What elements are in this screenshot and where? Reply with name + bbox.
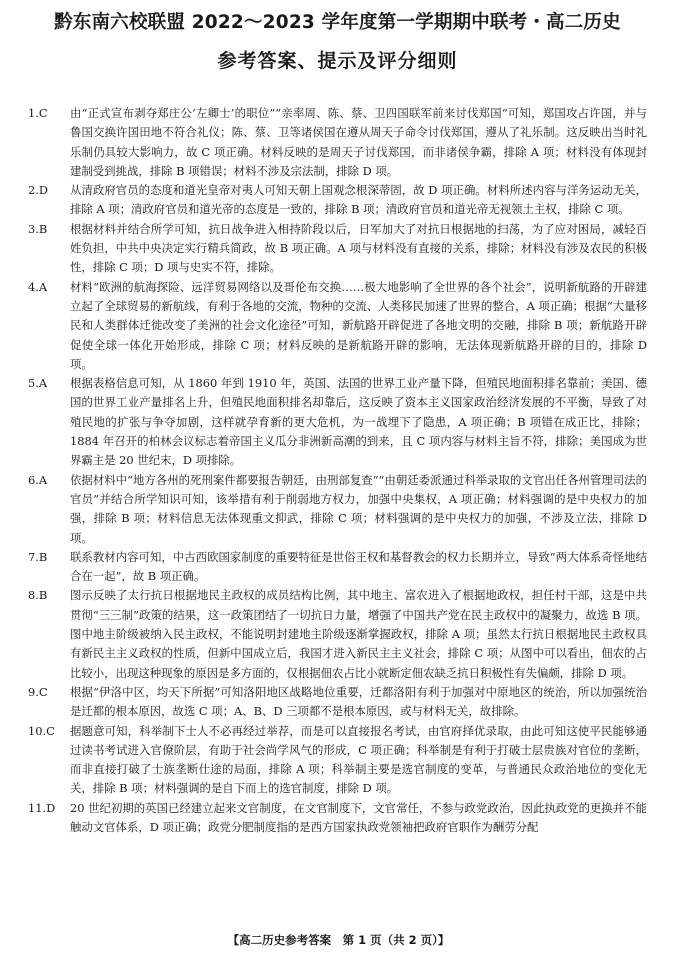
question-number: 5. [28, 376, 39, 391]
answer-explanation: 从清政府官员的态度和道光皇帝对夷人可知天朝上国观念根深蒂固，故 D 项正确。材料所述内容与洋务运动无关，排除 A 项；清政府官员和道光帝的态度是一致的，排除 B 项；清政府官员和道光帝无视领土主权，排除 C 项。 [70, 183, 647, 217]
answer-item [28, 722, 647, 799]
answer-explanation: 依据材料中“地方各州的死刑案件都要报告朝廷，由刑部复查”“由朝廷委派通过科举录取的文官出任各州管理司法的官员”并结合所学知识可知，该举措有利于削弱地方权力，加强中央集权，A 项正确；材料强调的是中央权力的加强，排除 B 项；材料信息无法体现重文抑武，排除 C 项；材料强调的是中央权力的加强，不涉及立法，排除 D 项。 [70, 472, 647, 545]
answer-item [28, 548, 647, 587]
answer-choice: A [38, 279, 48, 294]
answer-number [28, 104, 70, 181]
question-number: 2. [28, 183, 39, 198]
answer-item [28, 683, 647, 722]
answer-explanation: 据题意可知，科举制下士人不必再经过举荐，而是可以直接报名考试，由官府择优录取，由此可知这使平民能够通过读书考试进入官僚阶层，有助于社会尚学风气的形成，C 项正确；科举制是有利于打破士层贵族对官位的垄断，而非直接打破了士族垄断仕途的局面，排除 A 项；科举制主要是选官制度的变革，与普通民众政治地位的变化无关，排除 B 项；材料强调的是自下而上的选官制度，排除 D 项。 [70, 723, 647, 796]
question-number: 9. [28, 684, 39, 699]
answer-choice: A [38, 472, 48, 487]
answer-choice: B [38, 588, 48, 603]
answer-choice: C [38, 684, 48, 699]
answer-item [28, 104, 647, 181]
question-number: 3. [28, 221, 39, 236]
answer-number [28, 722, 70, 799]
answer-number [28, 799, 70, 838]
page-title: 黔东南六校联盟 2022～2023 学年度第一学期期中联考・高二历史 [54, 12, 621, 33]
question-number: 10. [28, 723, 47, 738]
answer-explanation: 联系教材内容可知，中古西欧国家制度的重要特征是世俗王权和基督教会的权力长期并立，导致“两大体系奇怪地结合在一起”，故 B 项正确。 [70, 549, 647, 584]
answer-number [28, 220, 70, 278]
question-number: 8. [28, 588, 39, 603]
page-subtitle: 参考答案、提示及评分细则 [217, 50, 458, 72]
question-number: 6. [28, 472, 39, 487]
answer-list [28, 104, 647, 837]
answer-explanation: 由“正式宣布剥夺郑庄公‘左卿士’的职位”“亲率周、陈、蔡、卫四国联军前来讨伐郑国”可知，郑国攻占许国，并与鲁国交换许国田地不符合礼仪；陈、蔡、卫等诸侯国在遵从周天子命令讨伐郑国，遵从了礼乐制。这反映出当时礼乐制仍具较大影响力，故 C 项正确。材料反映的是周天子讨伐郑国，而非诸侯争霸，排除 A 项；材料没有体现封建制受到挑战，排除 B 项错误；材料不涉及宗法制，排除 D 项。 [70, 106, 647, 178]
answer-explanation: 根据表格信息可知，从 1860 年到 1910 年，英国、法国的世界工业产量下降，但殖民地面积排名靠前；美国、德国的世界工业产量排名上升，但殖民地面积排名却靠后，这反映了资本主义国家政治经济发展的不平衡，导致了对殖民地的扩张与争夺加剧，这样就孕育新的更大危机，为一战埋下了隐患，A 项正确；B 项错在成正比，排除；1884 年召开的柏林会议标志着帝国主义瓜分非洲新高潮的到来，且 C 项内容与材料主旨不符，排除；美国成为世界霸主是 20 世纪末，D 项排除。 [70, 376, 647, 468]
answer-item [28, 471, 647, 548]
question-number: 7. [28, 549, 39, 564]
answer-explanation: 根据“伊洛中区，均天下所据”可知洛阳地区战略地位重要，迁都洛阳有利于加强对中原地区的统治，所以加强统治是迁都的根本原因，故选 C 项；A、B、D 三项都不是根本原因，或与材料无关，故排除。 [70, 684, 647, 719]
answer-choice: B [38, 549, 48, 564]
answer-item [28, 374, 647, 470]
answer-number [28, 278, 70, 374]
answer-item [28, 799, 647, 838]
answer-number [28, 181, 70, 220]
answer-number [28, 374, 70, 470]
answer-choice: B [38, 221, 48, 236]
answer-explanation: 20 世纪初期的英国已经建立起来文官制度，在文官制度下，文官常任，不参与政党政治，因此执政党的更换并不能触动文官体系，D 项正确；政党分肥制度指的是西方国家执政党领袖把政府官职作为酬劳分配 [70, 800, 647, 834]
answer-item [28, 220, 647, 278]
answer-choice: C [46, 723, 55, 738]
answer-number [28, 586, 70, 682]
answer-item [28, 181, 647, 220]
question-number: 11. [28, 800, 47, 815]
answer-explanation: 材料“欧洲的航海探险、远洋贸易网络以及哥伦布交换……极大地影响了全世界的各个社会”，说明新航路的开辟建立起了全球贸易的新航线，有利于各地的交流，物种的交流、人类移民加速了世界的整合，A 项正确；根据“大量移民和人类群体迁徙改变了美洲的社会文化途径”可知，新航路开辟促进了各地文明的交融，排除 B 项；新航路开辟促使全球一体化开始形成，排除 C 项；材料反映的是新航路开辟的影响，无法体现新航路开辟的目的，排除 D 项。 [70, 279, 647, 371]
answer-choice: D [46, 800, 56, 815]
answer-explanation: 图示反映了太行抗日根据地民主政权的成员结构比例，其中地主、富农进入了根据地政权，担任村干部，这是中共贯彻“三三制”政策的结果，这一政策团结了一切抗日力量，增强了中国共产党在民主政权中的凝聚力，故选 B 项。图中地主阶级被纳入民主政权，不能说明封建地主阶级逐渐掌握政权，排除 A 项；虽然太行抗日根据地民主政权具有新民主主义政权的性质，但新中国成立后，我国才进入新民主主义社会，排除 C 项；从图中可以看出，佃农的占比较小，出现这种现象的原因是多方面的，仅根据佃农占比小就断定佃农缺乏抗日积极性有失偏颇，排除 D 项。 [70, 588, 647, 680]
question-number: 1. [28, 106, 39, 120]
answer-number [28, 471, 70, 548]
answer-choice: D [38, 183, 49, 198]
answer-explanation: 根据材料并结合所学可知，抗日战争进入相持阶段以后，日军加大了对抗日根据地的扫荡，为了应对困局，减轻百姓负担，中共中央决定实行精兵简政，故 B 项正确。A 项与材料没有直接的关系，排除；材料没有涉及农民的积极性，排除 C 项；D 项与史实不符，排除。 [70, 221, 647, 275]
page-footer: 【高二历史参考答案 第 1 页（共 2 页）】 [227, 933, 450, 947]
answer-item [28, 278, 647, 374]
answer-item [28, 586, 647, 682]
answer-number [28, 548, 70, 587]
answer-number [28, 683, 70, 722]
answer-choice: A [38, 376, 48, 391]
answer-choice: C [38, 106, 48, 120]
question-number: 4. [28, 279, 39, 294]
